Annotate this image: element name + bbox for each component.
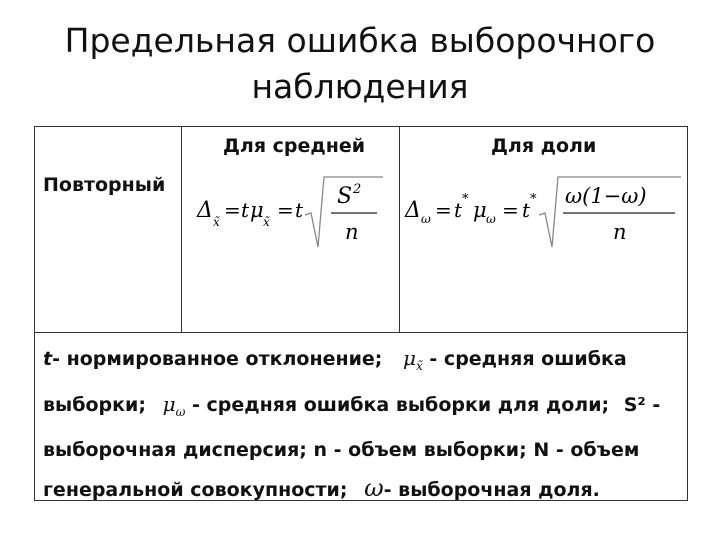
svg-text:n: n <box>345 220 359 244</box>
svg-text:n: n <box>613 220 627 244</box>
svg-text:ω(1−ω): ω(1−ω) <box>565 184 647 208</box>
legend-t: t <box>43 348 53 370</box>
svg-text:t: t <box>522 198 531 222</box>
symbol-mu-omega: $\mu_\omega$ <box>162 392 186 419</box>
svg-text:x̃: x̃ <box>263 215 270 229</box>
svg-text:=: = <box>502 198 519 222</box>
legend-line2-start: выборки; <box>43 394 146 416</box>
legend-s2: S² <box>623 394 646 416</box>
row-divider <box>35 332 687 333</box>
svg-text:x̃: x̃ <box>213 215 220 229</box>
svg-text:μ: μ <box>250 198 264 222</box>
svg-text:ω: ω <box>421 212 431 226</box>
column-divider-2 <box>399 127 400 332</box>
symbol-omega: ω <box>364 474 384 502</box>
legend-t-desc: - нормированное отклонение; <box>52 348 383 370</box>
svg-text:=: = <box>277 198 294 222</box>
formula-table <box>34 126 688 501</box>
legend-mu-x-desc: - средняя ошибка <box>422 348 627 370</box>
svg-text:ω: ω <box>486 212 496 226</box>
legend-mu-omega-desc: - средняя ошибка выборки для доли; <box>185 394 610 416</box>
svg-text:t: t <box>454 198 463 222</box>
legend-line-2 <box>43 385 683 431</box>
svg-text:Δ: Δ <box>405 198 421 223</box>
header-mean: Для средней <box>223 135 366 157</box>
svg-text:*: * <box>462 192 469 207</box>
legend-text <box>43 339 683 509</box>
svg-text:2: 2 <box>353 182 362 197</box>
svg-text:t: t <box>241 198 250 222</box>
svg-text:*: * <box>530 192 537 207</box>
legend-s2-dash: - <box>645 394 661 416</box>
legend-line-4 <box>43 469 683 509</box>
header-share: Для доли <box>491 135 597 157</box>
svg-text:t: t <box>295 198 304 222</box>
title-line-2: наблюдения <box>251 67 469 106</box>
svg-text:S: S <box>337 184 353 209</box>
formula-share <box>401 173 685 253</box>
formula-mean <box>191 173 391 253</box>
svg-text:μ: μ <box>473 198 487 222</box>
title-line-1: Предельная ошибка выборочного <box>64 21 656 60</box>
column-divider-1 <box>181 127 182 332</box>
row-label-repeated: Повторный <box>43 174 166 196</box>
legend-line-3: выборочная дисперсия; n - объем выборки; N - объем <box>43 439 640 461</box>
symbol-mu-x: $\mu_{x̃}$ <box>403 346 423 373</box>
svg-text:Δ: Δ <box>197 198 213 223</box>
legend-line4-start: генеральной совокупности; <box>43 479 348 501</box>
slide-title <box>0 18 720 110</box>
svg-text:=: = <box>224 198 241 222</box>
legend-omega-desc: - выборочная доля. <box>383 479 600 501</box>
legend-line-1 <box>43 339 683 385</box>
svg-text:=: = <box>435 198 452 222</box>
